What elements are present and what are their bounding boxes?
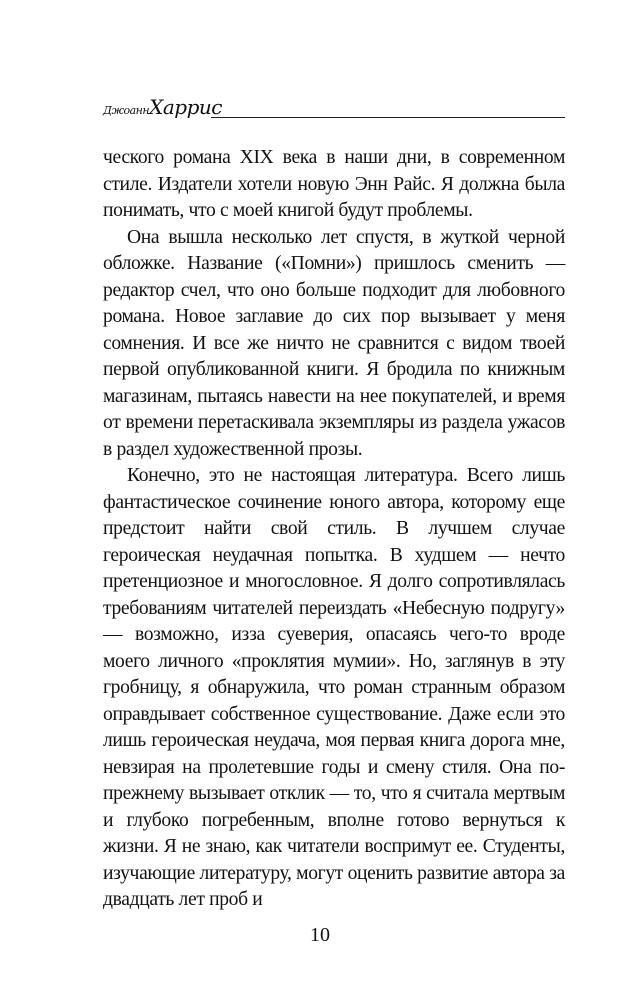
paragraph-continued: ческого романа XIX века в наши дни, в современном стиле. Издатели хотели новую Энн Райс. Я должна была понимать, что с моей книгой будут проблемы. — [103, 147, 565, 221]
author-first-name: Джоанн — [103, 104, 150, 117]
page-number: 10 — [310, 924, 330, 946]
author-last-name: Харрис — [149, 95, 222, 119]
paragraph: Она вышла несколько лет спустя, в жуткой черной обложке. Название («Помни») пришлось сменить — редактор счел, что оно больше подходит для любовного романа. Новое заглавие до сих пор вызывает у меня сомнения. И все же ничто не сравнится с видом твоей первой опубликованной книги. Я бродила по книжным магазинам, пытаясь навести на нее покупателей, и время от времени перетаскивала экземпляры из раздела ужасов в раздел художественной прозы. — [103, 226, 565, 460]
header-rule — [211, 117, 565, 118]
author-name — [103, 96, 222, 122]
paragraph: Конечно, это не настоящая литература. Всего лишь фантастическое сочинение юного автора, которому еще предстоит найти свой стиль. В лучшем случае героическая неудачная попытка. В худшем — нечто претенциозное и многословное. Я долго сопротивлялась требованиям читателей переиздать «Небесную подругу» — возможно, изза суеверия, опасаясь чего-то вроде моего личного «проклятия мумии». Но, заглянув в эту гробницу, я обнаружила, что роман странным образом оправдывает собственное существование. Даже если это лишь героическая неудача, моя первая книга дорога мне, невзирая на пролетевшие годы и смену стиля. Она по-прежнему вызывает отклик — то, что я считала мертвым и глубоко погребенным, вполне готово вернуться к жизни. Я не знаю, как читатели воспримут ее. Студенты, изучающие литературу, могут оценить развитие автора за двадцать лет проб и — [103, 465, 565, 910]
page-body — [103, 145, 565, 914]
running-header — [103, 96, 565, 126]
